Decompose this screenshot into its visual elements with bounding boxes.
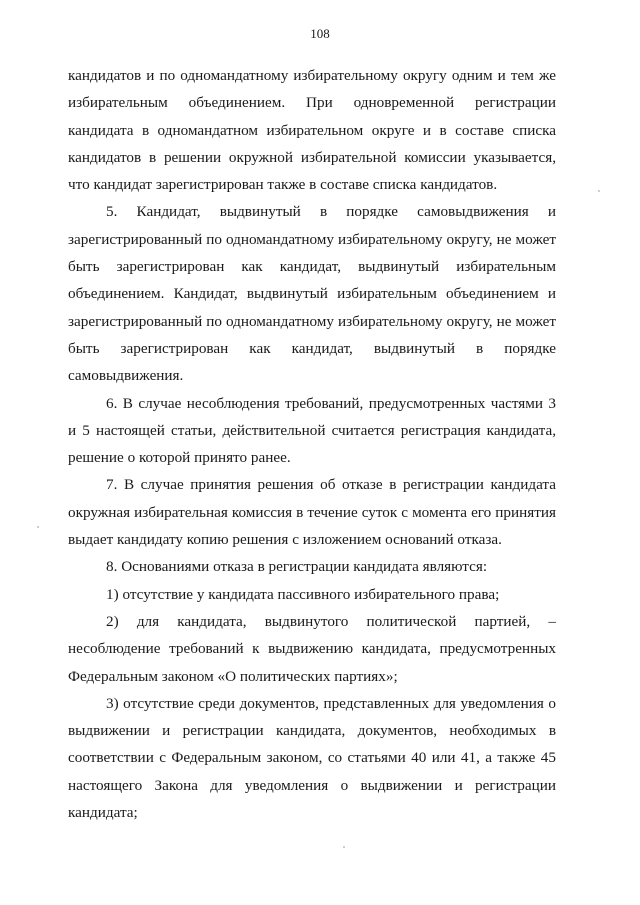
document-body [68, 62, 556, 826]
paragraph-part-8: 8. Основаниями отказа в регистрации кандидата являются: [106, 558, 488, 576]
scan-speck [343, 846, 345, 848]
paragraph-part-7: 7. В случае принятия решения об отказе в регистрации кандидата окружная избирательная комиссия в течение суток с момента его принятия выдает кандидату копию решения с изложением оснований отказа. [68, 476, 556, 549]
list-item-2: 2) для кандидата, выдвинутого политической партией, – несоблюдение требований к выдвижению кандидата, предусмотренных Федеральным законом «О политических партиях»; [68, 612, 556, 685]
list-item-1: 1) отсутствие у кандидата пассивного избирательного права; [106, 585, 500, 603]
page-number: 108 [310, 26, 330, 41]
paragraph-part-6: 6. В случае несоблюдения требований, предусмотренных частями 3 и 5 настоящей статьи, действительной считается регистрация кандидата, решение о которой принято ранее. [68, 394, 556, 467]
paragraph-part-5: 5. Кандидат, выдвинутый в порядке самовыдвижения и зарегистрированный по одномандатному избирательному округу, не может быть зарегистрирован как кандидат, выдвинутый избирательным объединением. Кандидат, выдвинутый избирательным объединением и зарегистрированный по одномандатному избирательному округу, не может быть зарегистрирован как кандидат, выдвинутый в порядке самовыдвижения. [68, 203, 556, 385]
paragraph-continuation: кандидатов и по одномандатному избирательному округу одним и тем же избирательным объединением. При одновременной регистрации кандидата в одномандатном избирательном округе и в составе списка кандидатов в решении окружной избирательной комиссии указывается, что кандидат зарегистрирован также в составе списка кандидатов. [68, 67, 556, 194]
list-item-3: 3) отсутствие среди документов, представленных для уведомления о выдвижении и регистрации кандидата, документов, необходимых в соответствии с Федеральным законом, со статьями 40 или 41, а также 45 настоящего Закона для уведомления о выдвижении и регистрации кандидата; [68, 694, 556, 822]
scan-speck [37, 526, 39, 528]
scan-speck [598, 190, 600, 192]
